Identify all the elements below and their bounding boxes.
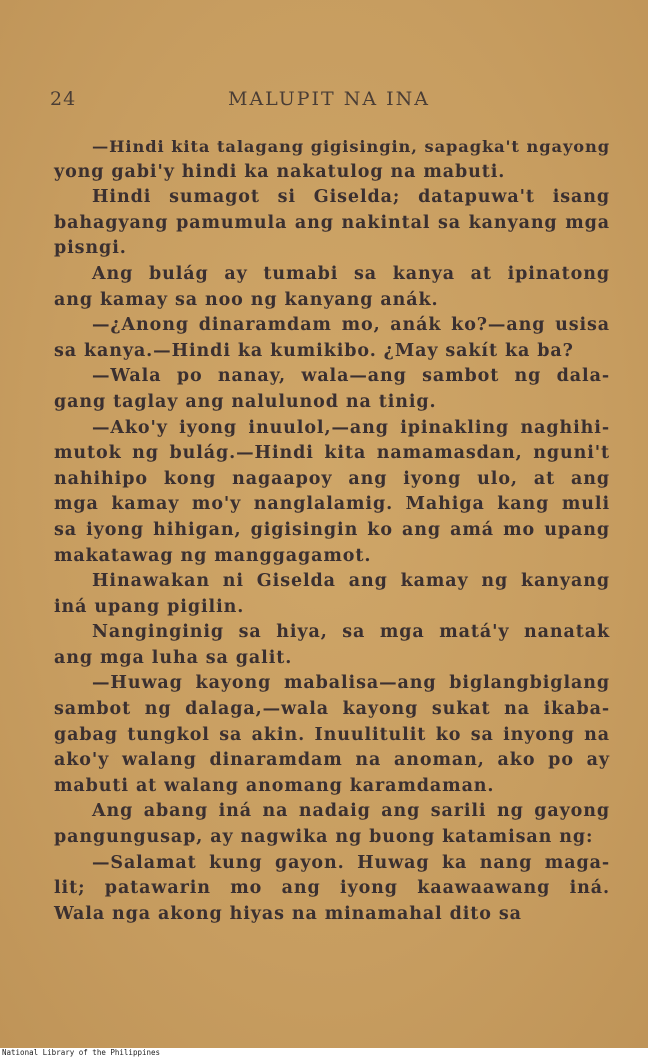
text-line: pisngi.	[54, 238, 127, 259]
text-line: lit; patawarin mo ang iyong kaawaawang iná.	[54, 878, 610, 899]
text-line: nahihipo kong nagaapoy ang iyong ulo, at ang	[54, 468, 610, 489]
text-line: Hindi sumagot si Giselda; datapuwa't isang	[92, 187, 610, 208]
library-credit: National Library of the Philippines	[2, 1048, 161, 1057]
body-text	[54, 134, 610, 927]
text-line: mga kamay mo'y nanglalamig. Mahiga kang muli	[54, 494, 610, 515]
text-line: Nanginginig sa hiya, sa mga matá'y nanatak	[92, 622, 610, 643]
running-title: MALUPIT NA INA	[228, 88, 431, 110]
footer	[0, 1048, 648, 1058]
text-line: ang mga luha sa galit.	[54, 647, 293, 668]
text-line: —Wala po nanay, wala—ang sambot ng dala-	[92, 366, 610, 387]
text-line: sa iyong hihigan, gigisingin ko ang amá mo upang	[54, 519, 610, 540]
text-line: makatawag ng manggagamot.	[54, 545, 372, 566]
page-number: 24	[50, 88, 77, 110]
text-line: —Huwag kayong mabalisa—ang biglangbiglang	[92, 673, 610, 694]
text-line: —Ako'y iyong inuulol,—ang ipinakling naghihi-	[92, 417, 610, 438]
text-line: Ang abang iná na nadaig ang sarili ng gayong	[92, 801, 610, 822]
text-line: yong gabi'y hindi ka nakatulog na mabuti.	[54, 161, 506, 182]
text-line: sambot ng dalaga,—wala kayong sukat na ikaba-	[54, 699, 610, 720]
text-line: mutok ng bulág.—Hindi kita namamasdan, nguni't	[54, 443, 610, 464]
page-header	[50, 88, 608, 118]
text-line: Wala nga akong hiyas na minamahal dito sa	[54, 903, 522, 924]
text-line: gabag tungkol sa akin. Inuulitulit ko sa inyong na	[54, 724, 610, 745]
text-line: ako'y walang dinaramdam na anoman, ako po ay	[54, 750, 610, 771]
text-line: —¿Anong dinaramdam mo, anák ko?—ang usisa	[92, 315, 610, 336]
text-line: Hinawakan ni Giselda ang kamay ng kanyang	[92, 571, 610, 592]
text-line: mabuti at walang anomang karamdaman.	[54, 775, 495, 796]
text-line: pangungusap, ay nagwika ng buong katamisan ng:	[54, 827, 594, 848]
text-line: —Salamat kung gayon. Huwag ka nang maga-	[92, 852, 610, 873]
text-line: —Hindi kita talagang gigisingin, sapagka't ngayong	[92, 137, 610, 156]
text-line: bahagyang pamumula ang nakintal sa kanyang mga	[54, 212, 610, 233]
text-line: gang taglay ang nalulunod na tinig.	[54, 391, 437, 412]
text-line: sa kanya.—Hindi ka kumikibo. ¿May sakít ka ba?	[54, 340, 574, 361]
text-line: Ang bulág ay tumabi sa kanya at ipinatong	[92, 263, 610, 284]
text-line: iná upang pigilin.	[54, 596, 245, 617]
text-line: ang kamay sa noo ng kanyang anák.	[54, 289, 439, 310]
